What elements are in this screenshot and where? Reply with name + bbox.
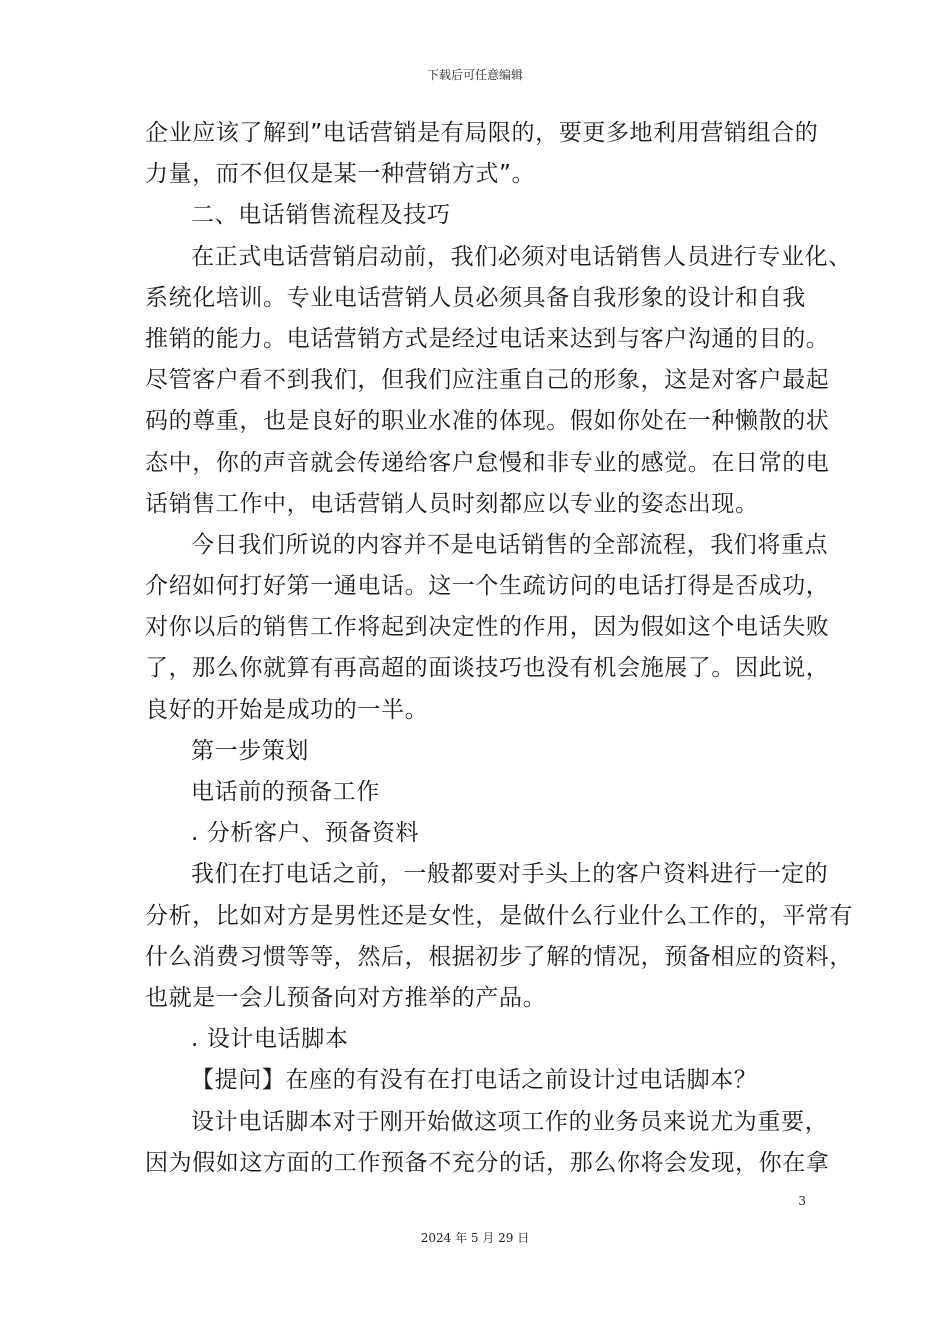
step-heading: 第一步策划 [191,737,309,764]
paragraph-line: 介绍如何打好第一通电话。这一个生疏访问的电话打得是否成功， [145,573,830,600]
paragraph-line: 在正式电话营销启动前，我们必须对电话销售人员进行专业化、 [191,243,852,270]
paragraph-line: 分析，比如对方是男性还是女性，是做什么行业什么工作的，平常有 [145,902,853,929]
subheading: 电话前的预备工作 [191,779,380,805]
header-note: 下载后可任意编辑 [426,68,523,82]
list-item: . 设计电话脚本 [191,1026,349,1053]
paragraph-line: 系统化培训。专业电话营销人员必须具备自我形象的设计和自我 [145,284,806,311]
paragraph-line: 力量，而不但仅是某一种营销方式”。 [145,161,536,188]
body-text [145,113,853,1184]
paragraph-line: 因为假如这方面的工作预备不充分的话，那么你将会发现，你在拿 [145,1149,830,1176]
page-number: 3 [798,1194,806,1208]
paragraph-line: 码的尊重，也是良好的职业水准的体现。假如你处在一种懒散的状 [145,408,830,435]
paragraph-line: 设计电话脚本对于刚开始做这项工作的业务员来说尤为重要， [191,1108,829,1135]
paragraph-line: 也就是一会儿预备向对方推举的产品。 [145,984,547,1011]
paragraph-line: 企业应该了解到”电话营销是有局限的，要更多地利用营销组合的 [145,120,819,146]
paragraph-line: 对你以后的销售工作将起到决定性的作用，因为假如这个电话失败 [145,614,830,641]
paragraph-line: 态中，你的声音就会传递给客户怠慢和非专业的感觉。在日常的电 [145,449,830,476]
paragraph-line: 什么消费习惯等等，然后，根据初步了解的情况，预备相应的资料， [145,943,853,970]
paragraph-line: 我们在打电话之前，一般都要对手头上的客户资料进行一定的 [191,861,829,888]
paragraph-line: 推销的能力。电话营销方式是经过电话来达到与客户沟通的目的。 [145,325,830,352]
list-item: . 分析客户、预备资料 [191,820,420,847]
footer-date: 2024 年 5 月 29 日 [420,1231,530,1245]
paragraph-line: 今日我们所说的内容并不是电话销售的全部流程，我们将重点 [191,531,829,558]
paragraph-line: 良好的开始是成功的一半。 [145,696,429,723]
paragraph-line: 了，那么你就算有再高超的面谈技巧也没有机会施展了。因此说， [145,655,830,682]
question-line: 【提问】在座的有没有在打电话之前设计过电话脚本？ [191,1067,758,1094]
paragraph-line: 话销售工作中，电话营销人员时刻都应以专业的姿态出现。 [145,490,759,517]
paragraph-line: 尽管客户看不到我们，但我们应注重自己的形象，这是对客户最起 [145,367,830,394]
section-heading: 二、电话销售流程及技巧 [191,202,451,229]
